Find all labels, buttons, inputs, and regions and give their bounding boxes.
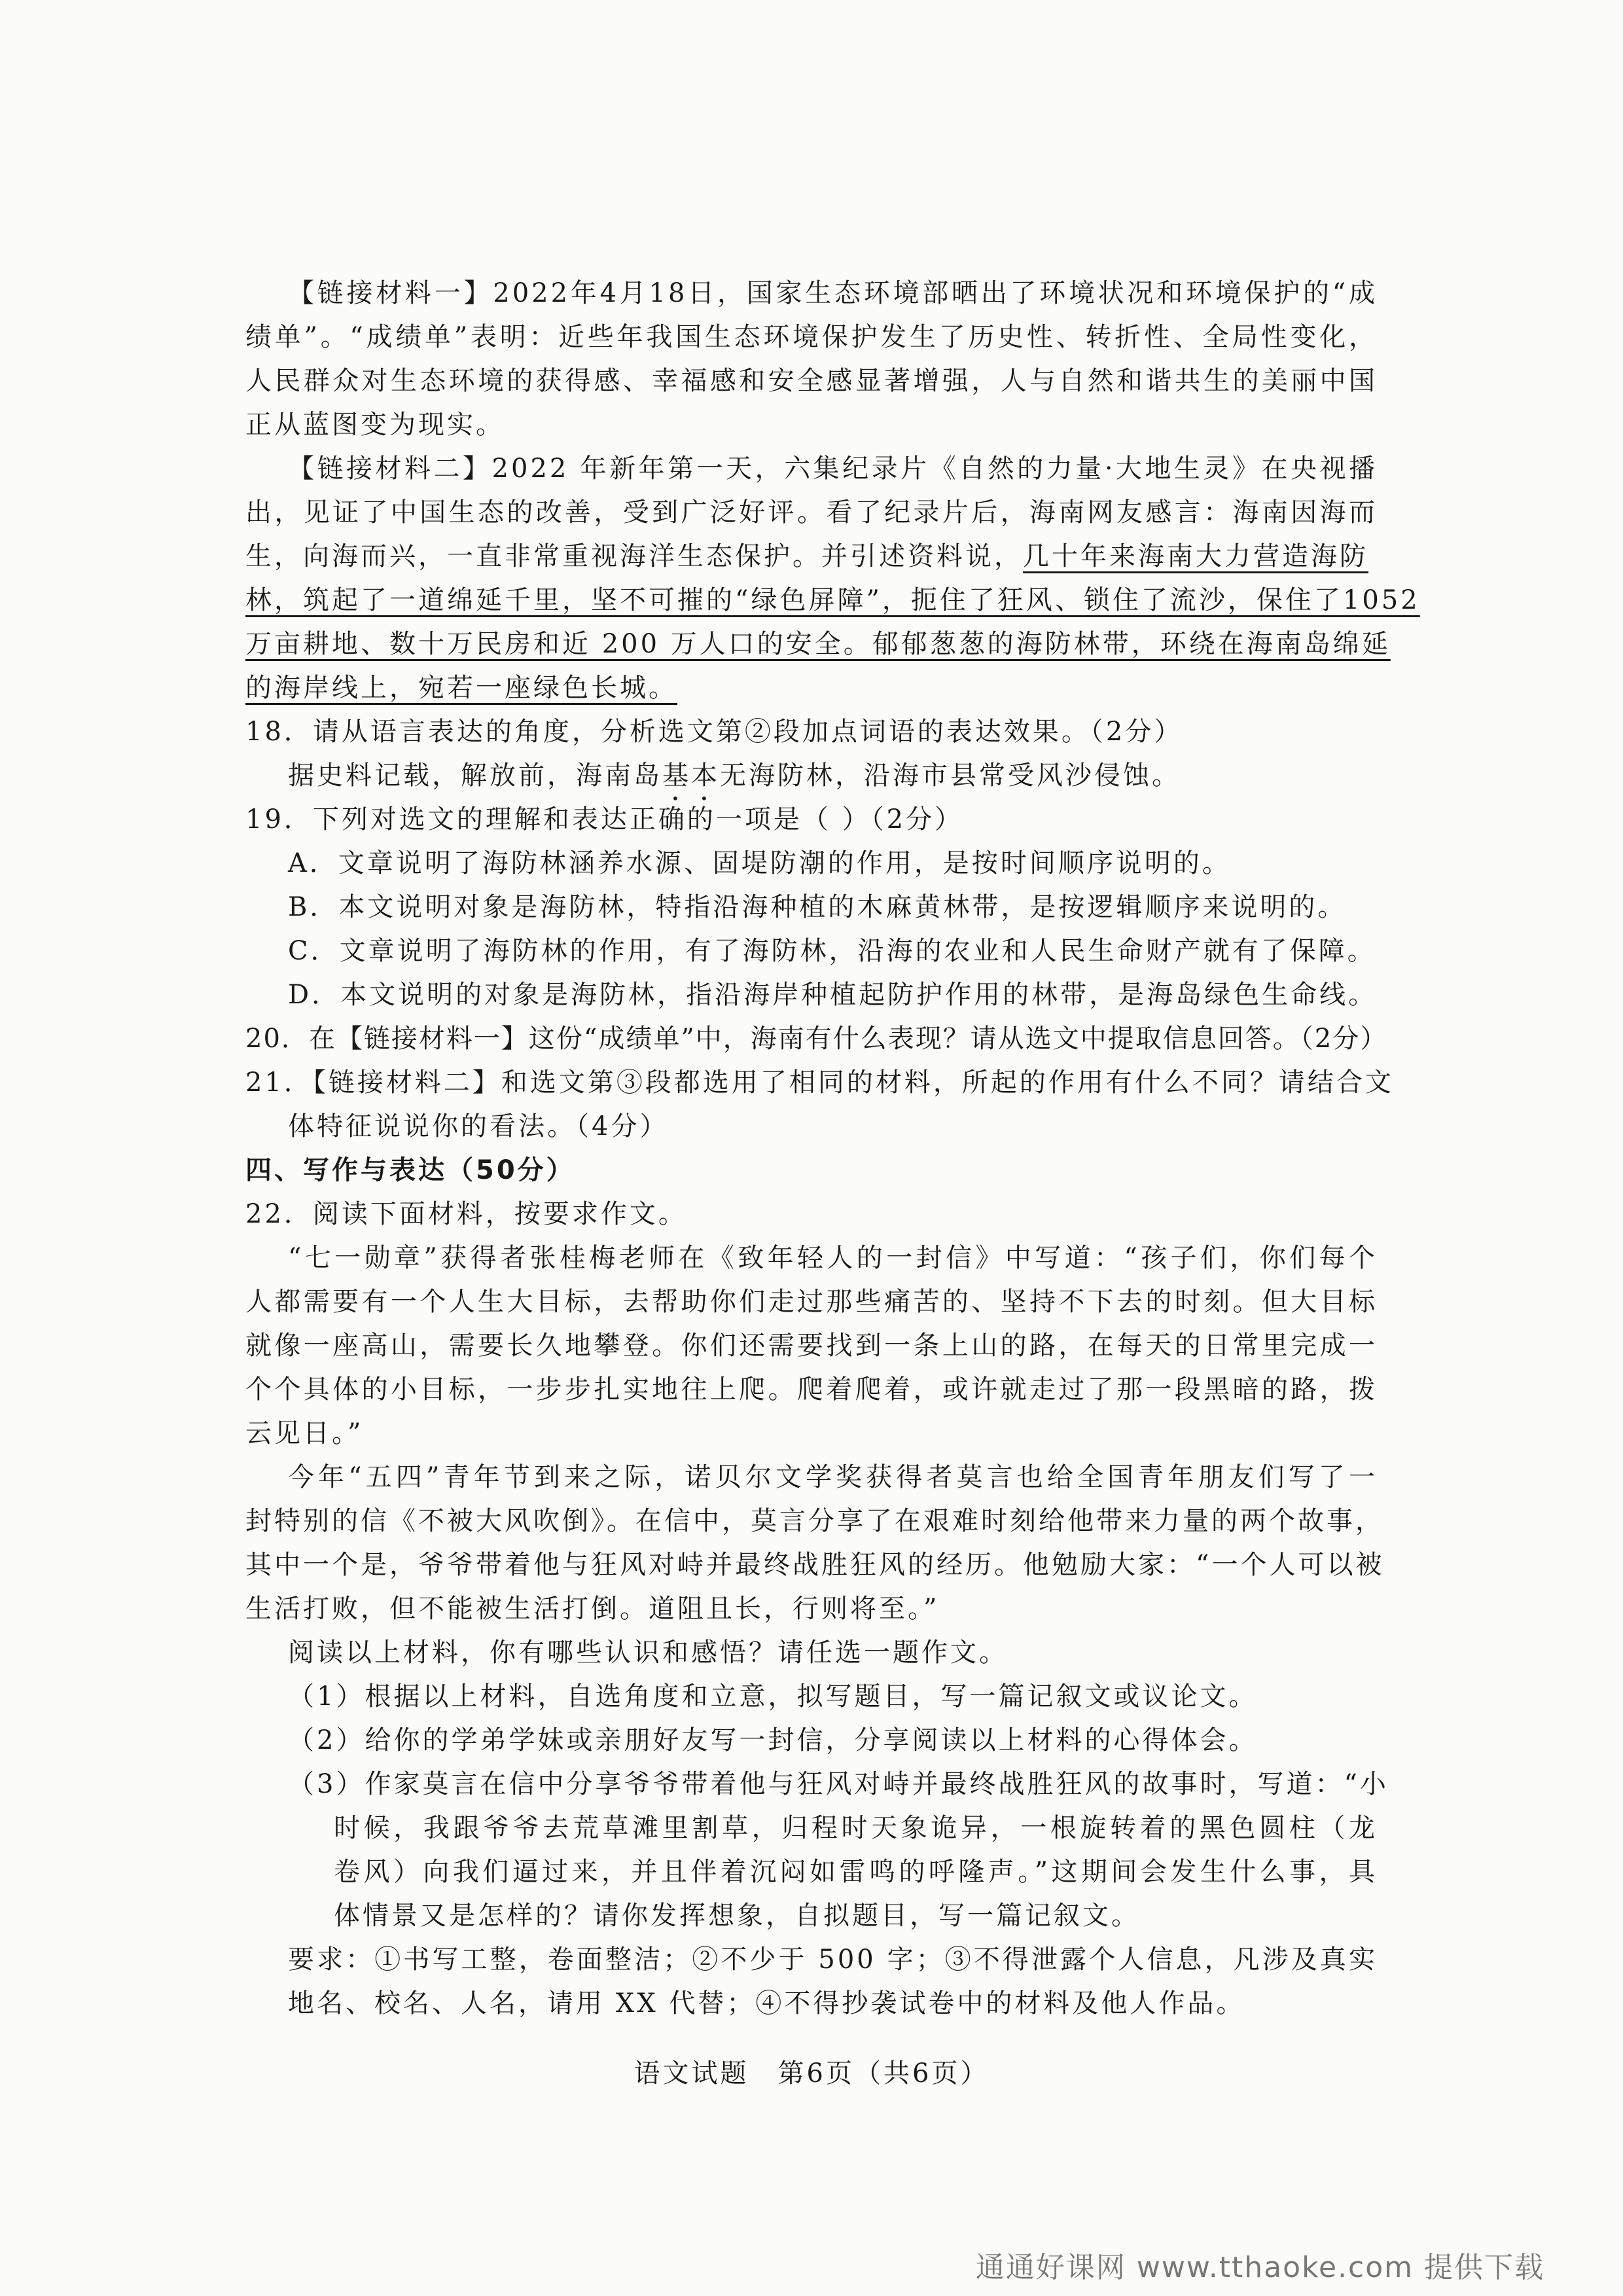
underlined-text: 几十年来海南大力营造海防 xyxy=(1023,541,1368,571)
option-d: D．本文说明的对象是海防林，指沿海岸种植起防护作用的林带，是海岛绿色生命线。 xyxy=(288,980,1378,1010)
section-heading-writing: 四、写作与表达（50分） xyxy=(245,1155,575,1185)
passage-1-line-3: 就像一座高山，需要长久地攀登。你们还需要找到一条上山的路，在每天的日常里完成一 xyxy=(245,1331,1378,1361)
passage-2-line-4: 生活打败，但不能被生活打倒。道阻且长，行则将至。” xyxy=(245,1594,940,1624)
quote-part-1: 据史料记载，解放前，海南岛 xyxy=(288,761,662,791)
question-21-line-2: 体特征说说你的看法。（4分） xyxy=(288,1111,669,1141)
passage-1-line-2: 人都需要有一个人生大目标，去帮助你们走过那些痛苦的、坚持不下去的时刻。但大目标 xyxy=(245,1287,1378,1317)
material-one-line-4: 正从蓝图变为现实。 xyxy=(245,410,505,440)
material-two-line-2: 出，见证了中国生态的改善，受到广泛好评。看了纪录片后，海南网友感言：海南因海而 xyxy=(245,497,1378,528)
question-18-quote xyxy=(288,757,1420,806)
material-two-line-6 xyxy=(245,670,1378,706)
prompt-option-2: （2）给你的学弟学妹或亲朋好友写一封信，分享阅读以上材料的心得体会。 xyxy=(288,1725,1258,1755)
option-a: A．文章说明了海防林涵养水源、固堤防潮的作用，是按时间顺序说明的。 xyxy=(288,848,1231,878)
prompt-option-3-line-4: 体情景又是怎样的？请你发挥想象，自拟题目，写一篇记叙文。 xyxy=(334,1901,1140,1931)
passage-2-line-1: 今年“五四”青年节到来之际，诺贝尔文学奖获得者莫言也给全国青年朋友们写了一 xyxy=(288,1462,1378,1492)
prompt-option-3-line-3: 卷风）向我们逼过来，并且伴着沉闷如雷鸣的呼隆声。”这期间会发生什么事，具 xyxy=(334,1857,1378,1887)
question-22: 22．阅读下面材料，按要求作文。 xyxy=(245,1199,687,1229)
material-one-line-1: 【链接材料一】2022年4月18日，国家生态环境部晒出了环境状况和环境保护的“成 xyxy=(288,278,1378,308)
prompt-option-1: （1）根据以上材料，自选角度和立意，拟写题目，写一篇记叙文或议论文。 xyxy=(288,1681,1258,1712)
question-19: 19．下列对选文的理解和表达正确的一项是（ ）（2分） xyxy=(245,804,964,834)
material-two-line-3-text: 生，向海而兴，一直非常重视海洋生态保护。并引述资料说， xyxy=(245,541,1023,571)
prompt-option-3-line-2: 时候，我跟爷爷去荒草滩里割草，归程时天象诡异，一根旋转着的黑色圆柱（龙 xyxy=(334,1813,1378,1843)
dotted-word: 基本 xyxy=(662,761,720,791)
material-two-line-3 xyxy=(245,538,1378,575)
page-footer: 语文试题 第6页（共6页） xyxy=(633,2058,990,2089)
material-two-line-5: 万亩耕地、数十万民房和近 200 万人口的安全。郁郁葱葱的海防林带，环绕在海南岛绵延 xyxy=(245,629,1391,659)
passage-1-line-1: “七一勋章”获得者张桂梅老师在《致年轻人的一封信》中写道：“孩子们，你们每个 xyxy=(288,1243,1378,1273)
question-18: 18．请从语言表达的角度，分析选文第②段加点词语的表达效果。（2分） xyxy=(245,717,1183,747)
material-two-line-4: 林，筑起了一道绵延千里，坚不可摧的“绿色屏障”，扼住了狂风、锁住了流沙，保住了1052 xyxy=(245,585,1420,615)
material-two-line-1: 【链接材料二】2022 年新年第一天，六集纪录片《自然的力量·大地生灵》在央视播 xyxy=(288,454,1378,484)
passage-2-line-3: 其中一个是，爷爷带着他与狂风对峙并最终战胜狂风的经历。他勉励大家：“一个人可以被 xyxy=(245,1550,1385,1580)
material-one-line-2: 绩单”。“成绩单”表明：近些年我国生态环境保护发生了历史性、转折性、全局性变化， xyxy=(245,322,1378,352)
watermark: 通通好课网 www.tthaoke.com 提供下载 xyxy=(975,2251,1544,2284)
prompt-instruction: 阅读以上材料，你有哪些认识和感悟？请任选一题作文。 xyxy=(288,1638,1008,1668)
underlined-text-end: 的海岸线上，宛若一座绿色长城。 xyxy=(245,673,677,703)
passage-2-line-2: 封特别的信《不被大风吹倒》。在信中，莫言分享了在艰难时刻给他带来力量的两个故事， xyxy=(245,1506,1384,1536)
question-20: 20．在【链接材料一】这份“成绩单”中，海南有什么表现？请从选文中提取信息回答。（2分） xyxy=(245,1024,1388,1054)
passage-1-line-4: 个个具体的小目标，一步步扎实地往上爬。爬着爬着，或许就走过了那一段黑暗的路，拨 xyxy=(245,1374,1378,1405)
option-b: B．本文说明对象是海防林，特指沿海种植的木麻黄林带，是按逻辑顺序来说明的。 xyxy=(288,892,1347,922)
question-21-line-1: 21．【链接材料二】和选文第③段都选用了相同的材料，所起的作用有什么不同？请结合文 xyxy=(245,1067,1394,1098)
requirements-line-2: 地名、校名、人名，请用 XX 代替；④不得抄袭试卷中的材料及他人作品。 xyxy=(288,1988,1245,2018)
prompt-option-3-line-1: （3）作家莫言在信中分享爷爷带着他与狂风对峙并最终战胜狂风的故事时，写道：“小 xyxy=(288,1769,1389,1799)
quote-part-2: 无海防林，沿海市县常受风沙侵蚀。 xyxy=(720,761,1181,791)
passage-1-line-5: 云见日。” xyxy=(245,1418,364,1448)
option-c: C．文章说明了海防林的作用，有了海防林，沿海的农业和人民生命财产就有了保障。 xyxy=(288,936,1376,966)
requirements-line-1: 要求：①书写工整，卷面整洁；②不少于 500 字；③不得泄露个人信息，凡涉及真实 xyxy=(288,1945,1378,1975)
material-one-line-3: 人民群众对生态环境的获得感、幸福感和安全感显著增强，人与自然和谐共生的美丽中国 xyxy=(245,366,1378,396)
